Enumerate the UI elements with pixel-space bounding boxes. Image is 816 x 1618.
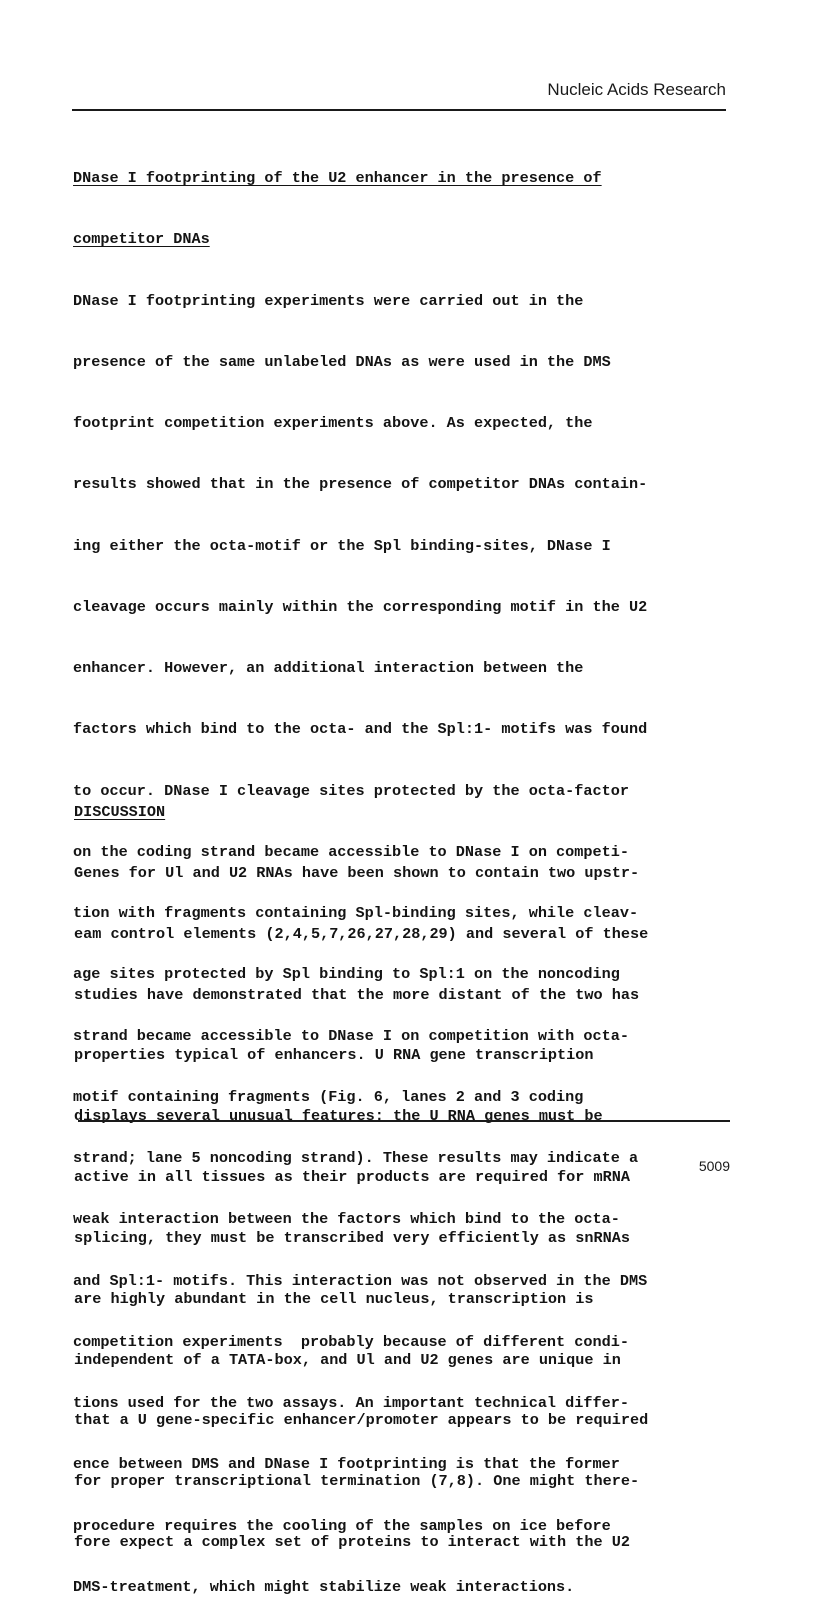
body-line: procedure requires the cooling of the samples on ice before — [73, 1516, 611, 1535]
body-line: strand; lane 5 noncoding strand). These results may indicate a — [73, 1149, 639, 1167]
body-line: on the coding strand became accessible to DNase I on competi- — [73, 842, 629, 861]
running-head-journal-title: Nucleic Acids Research — [547, 80, 726, 99]
section-heading-line: competitor DNAs — [73, 230, 210, 249]
body-line: weak interaction between the factors which bind to the octa- — [73, 1210, 620, 1229]
page-number: 5009 — [698, 1158, 730, 1174]
section-heading-discussion: DISCUSSION — [74, 803, 166, 821]
body-line: tions used for the two assays. An important technical differ- — [73, 1394, 629, 1412]
body-line: independent of a TATA-box, and Ul and U2 genes are unique in — [74, 1350, 621, 1369]
body-line: are highly abundant in the cell nucleus, transcription is — [74, 1289, 594, 1308]
body-line: displays several unusual features: the U RNA genes must be — [74, 1107, 603, 1126]
body-line: competition experiments probably because of different condi- — [73, 1332, 629, 1351]
body-line: presence of the same unlabeled DNAs as were used in the DMS — [73, 352, 611, 371]
body-line: that a U gene-specific enhancer/promoter appears to be required — [74, 1411, 649, 1430]
body-line: splicing, they must be transcribed very efficiently as snRNAs — [74, 1228, 630, 1247]
body-line: results showed that in the presence of competitor DNAs contain- — [73, 475, 648, 494]
body-line: ing either the octa-motif or the Spl binding-sites, DNase I — [73, 536, 611, 555]
body-line: and Spl:1- motifs. This interaction was not observed in the DMS — [73, 1271, 648, 1290]
body-line: motif containing fragments (Fig. 6, lanes 2 and 3 coding — [73, 1087, 584, 1106]
body-line: DNase I footprinting experiments were carried out in the — [73, 291, 584, 310]
body-line: tion with fragments containing Spl-binding sites, while cleav- — [73, 904, 639, 922]
section-discussion — [74, 764, 648, 1573]
body-line: active in all tissues as their products are required for mRNA — [74, 1168, 630, 1187]
body-line: to occur. DNase I cleavage sites protected by the octa-factor — [73, 781, 629, 800]
body-line: properties typical of enhancers. U RNA gene transcription — [74, 1046, 594, 1065]
body-line: footprint competition experiments above. As expected, the — [73, 414, 593, 432]
body-line: age sites protected by Spl binding to Spl:1 on the noncoding — [73, 965, 620, 984]
body-line: studies have demonstrated that the more distant of the two has — [74, 985, 640, 1004]
body-line: cleavage occurs mainly within the corresponding motif in the U2 — [73, 597, 648, 616]
footer-rule — [78, 1120, 730, 1122]
body-line: factors which bind to the octa- and the Spl:1- motifs was found — [73, 720, 648, 739]
body-line: eam control elements (2,4,5,7,26,27,28,29) and several of these — [74, 924, 649, 943]
section-heading-line: DNase I footprinting of the U2 enhancer in the presence of — [73, 169, 602, 187]
body-line: ence between DMS and DNase I footprinting is that the former — [73, 1455, 620, 1474]
body-line: for proper transcriptional termination (7,8). One might there- — [74, 1472, 640, 1491]
body-line: DMS-treatment, which might stabilize weak interactions. — [73, 1577, 575, 1596]
body-line: enhancer. However, an additional interaction between the — [73, 659, 584, 677]
body-line: Genes for Ul and U2 RNAs have been shown to contain two upstr- — [74, 863, 640, 882]
body-line: fore expect a complex set of proteins to interact with the U2 — [74, 1533, 630, 1552]
body-line: strand became accessible to DNase I on competition with octa- — [73, 1026, 629, 1045]
header-rule — [72, 109, 726, 111]
